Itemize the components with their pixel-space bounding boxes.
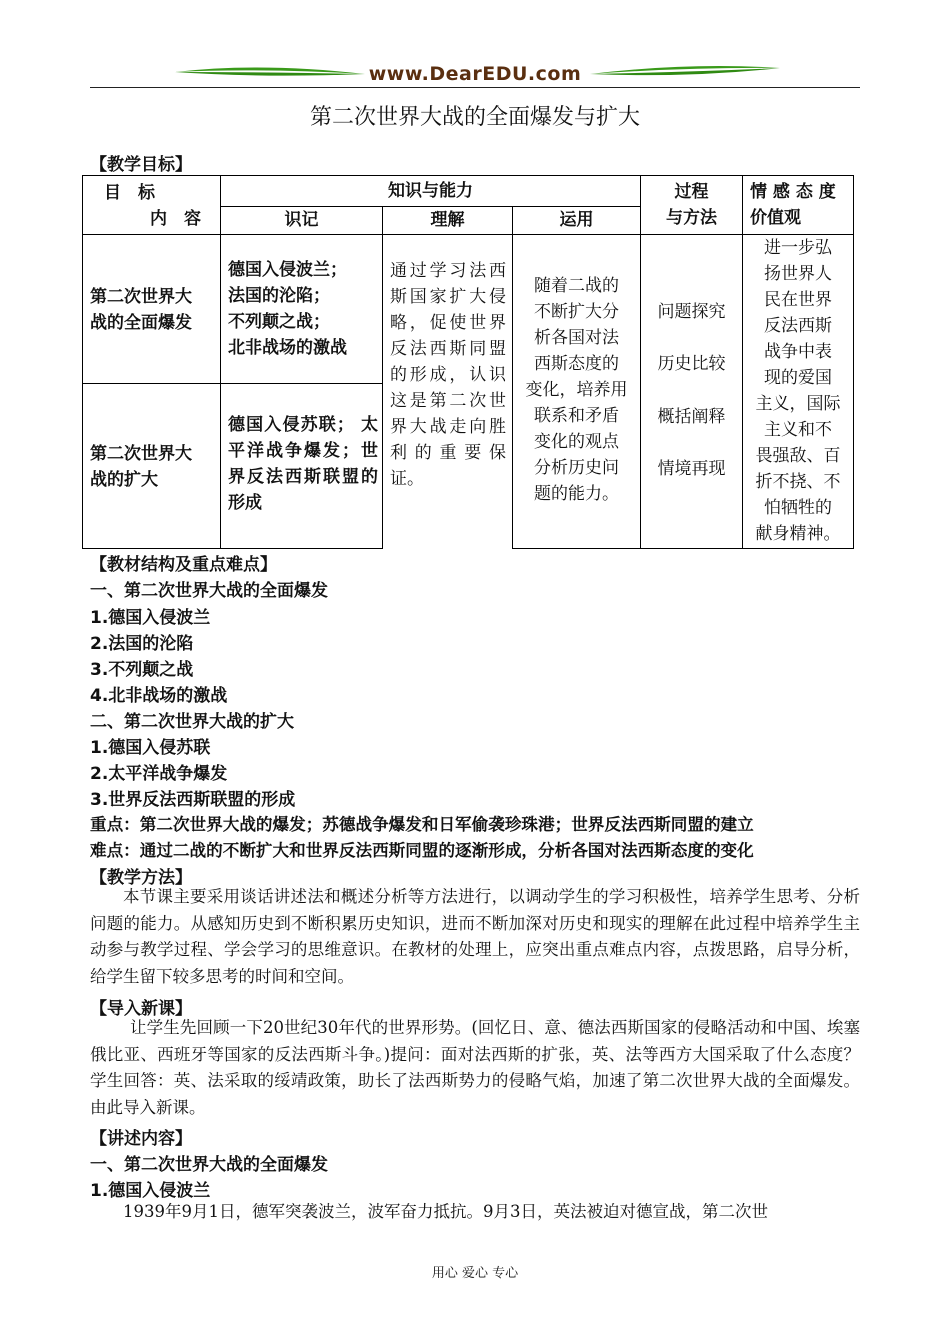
header-understand-label: 理解	[430, 210, 465, 230]
methods-cell	[640, 234, 743, 549]
emotion-text: 进一步弘 扬世界人 民在世界 反法西斯 战争中表 现的爱国 主义，国际 主义和不 畏强敌、百 折不挠、不 怕牺牲的 献身精神。	[755, 238, 841, 544]
methods-paragraph: 本节课主要采用谈话讲述法和概述分析等方法进行，以调动学生的学习积极性，培养学生思考、分析问题的能力。从感知历史到不断积累历史知识，进而不断加深对历史和现实的理解在此过程中培养学生主动参与教学过程、学会学习的思维意识。在教材的处理上，应突出重点难点内容，点拨思路，启导分析，给学生留下较多思考的时间和空间。	[90, 887, 860, 986]
method-item: 历史比较	[657, 354, 726, 374]
list-item: 4.北非战场的激战	[90, 686, 228, 706]
list-item: 2.太平洋战争爆发	[90, 764, 228, 784]
page-title: 第二次世界大战的全面爆发与扩大	[309, 105, 640, 130]
site-banner	[90, 58, 860, 90]
list-item: 1.德国入侵苏联	[90, 738, 211, 758]
understand-text: 通过学习法西斯国家扩大侵略，促使世界反法西斯同盟的形成，认识这是第二次世界大战走向胜利的重要保证。	[390, 261, 506, 489]
header-emotion-label: 情 感 态 度 价值观	[750, 182, 836, 228]
difficult-points: 难点：通过二战的不断扩大和世界反法西斯同盟的逐渐形成，分析各国对法西斯态度的变化	[90, 841, 754, 860]
section-heading-intro: 【导入新课】	[90, 999, 192, 1019]
header-target-label: 目 标	[104, 183, 155, 203]
content-paragraph: 1939年9月1日，德军突袭波兰，波军奋力抵抗。9月3日，英法被迫对德宣战，第二次世	[123, 1202, 768, 1221]
section-heading-structure: 【教材结构及重点难点】	[90, 555, 277, 575]
list-item: 3.世界反法西斯联盟的形成	[90, 790, 296, 810]
page-footer: 用心 爱心 专心	[431, 1266, 519, 1281]
row1-recall-text: 德国入侵波兰； 法国的沦陷； 不列颠之战； 北非战场的激战	[228, 260, 347, 358]
content-part1: 一、第二次世界大战的全面爆发	[90, 1155, 328, 1175]
intro-paragraph: 让学生先回顾一下20世纪30年代的世界形势。(回忆日、意、德法西斯国家的侵略活动和中国、埃塞俄比亚、西班牙等国家的反法西斯斗争。)提问：面对法西斯的扩张，英、法等西方大国采取了什么态度？学生回答：英、法采取的绥靖政策，助长了法西斯势力的侵略气焰，加速了第二次世界大战的全面爆发。由此导入新课。	[90, 1018, 860, 1117]
key-points: 重点：第二次世界大战的爆发；苏德战争爆发和日军偷袭珍珠港；世界反法西斯同盟的建立	[90, 815, 754, 834]
method-item: 情境再现	[657, 459, 726, 479]
structure-part2: 二、第二次世界大战的扩大	[90, 712, 294, 732]
section-heading-methods: 【教学方法】	[90, 868, 192, 888]
row1-content-text: 第二次世界大 战的全面爆发	[90, 287, 192, 333]
section-heading-content: 【讲述内容】	[90, 1129, 192, 1149]
content-sub1: 1.德国入侵波兰	[90, 1181, 211, 1201]
objectives-table	[82, 175, 854, 549]
site-url[interactable]: www.DearEDU.com	[368, 63, 582, 85]
row2-recall-text: 德国入侵苏联； 太平洋战争爆发；世界反法西斯联盟的形成	[228, 415, 378, 513]
row2-content-text: 第二次世界大 战的扩大	[90, 444, 192, 490]
apply-text: 随着二战的 不断扩大分 析各国对法 西斯态度的 变化，培养用 联系和矛盾 变化的观点 分析历史问 题的能力。	[525, 276, 628, 504]
list-item: 1.德国入侵波兰	[90, 608, 211, 628]
header-process-label: 过程 与方法	[666, 182, 717, 228]
list-item: 3.不列颠之战	[90, 660, 194, 680]
section-heading-goals: 【教学目标】	[90, 155, 192, 175]
structure-part1: 一、第二次世界大战的全面爆发	[90, 581, 328, 601]
header-recall-label: 识记	[284, 210, 319, 230]
list-item: 2.法国的沦陷	[90, 634, 194, 654]
header-content-label: 内 容	[150, 209, 201, 229]
header-knowledge-label: 知识与能力	[388, 181, 473, 201]
method-item: 概括阐释	[657, 407, 726, 427]
header-rule	[90, 87, 860, 88]
method-item: 问题探究	[657, 302, 726, 322]
header-apply-label: 运用	[559, 210, 594, 230]
